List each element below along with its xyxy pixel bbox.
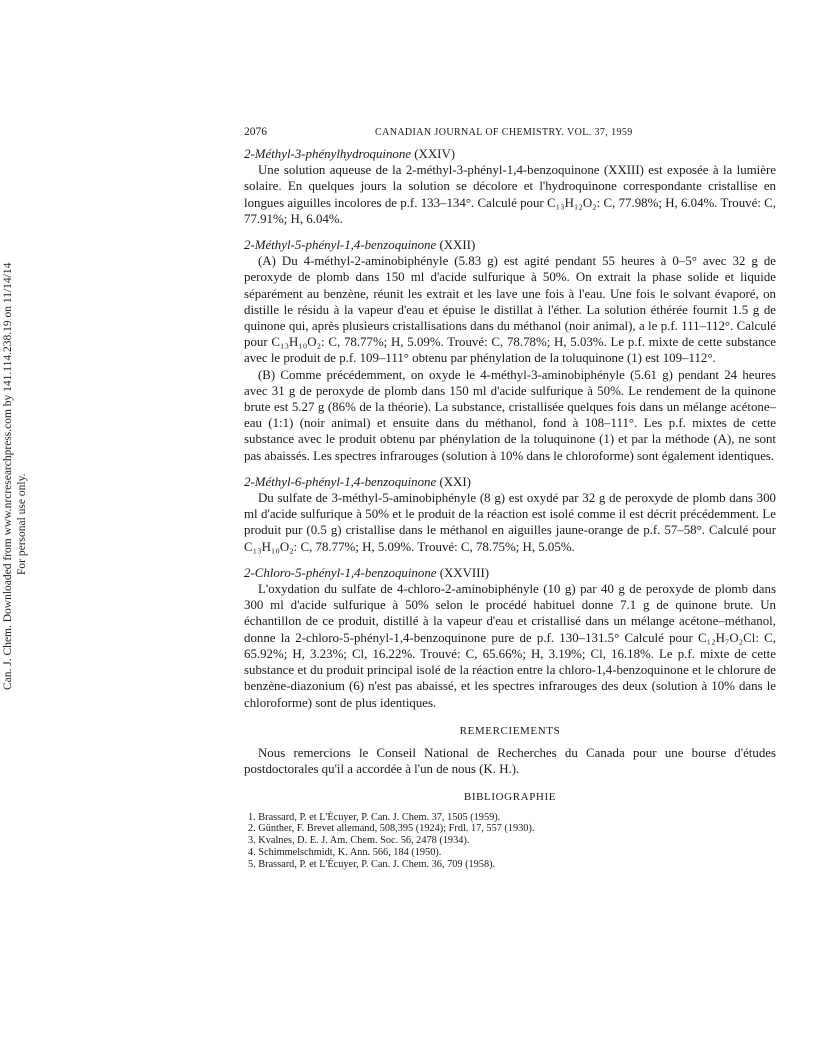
section-heading: 2-Méthyl-5-phényl-1,4-benzoquinone (XXII): [244, 238, 476, 253]
journal-title: CANADIAN JOURNAL OF CHEMISTRY. VOL. 37, 1959: [375, 127, 633, 138]
section-heading: 2-Méthyl-3-phénylhydroquinone (XXIV): [244, 147, 456, 161]
bibliography-title: BIBLIOGRAPHIE: [463, 791, 557, 804]
running-header: [244, 124, 776, 140]
page-body: [244, 124, 776, 871]
acknowledgements-title: REMERCIEMENTS: [459, 724, 561, 737]
reference-item: 1. Brassard, P. et L'Écuyer, P. Can. J. Chem. 37, 1505 (1959).: [248, 811, 501, 823]
paragraph: (B) Comme précédemment, on oxyde le 4-méthyl-3-aminobiphényle (5.61 g) pendant 24 heures avec 31 g de peroxyde de plomb dans 150 ml d'acide sulfurique à 50%. Le rendement de la quinone brute est 5.27 g (86% de la théorie). La substance, cristallisée quelques fois dans un mélange acétone–eau (1:1) (noir animal) et ensuite dans du méthanol, fond à 108–111°. Les p.f. mixtes de cette substance avec le produit obtenu par phénylation de la toluquinone (1) et par la méthode (A), ne sont pas abaissés. Les spectres infrarouges (solution à 10% dans le chloroforme) sont également identiques.: [244, 367, 776, 463]
page-number: 2076: [244, 126, 267, 138]
watermark-line-1: Can. J. Chem. Downloaded from www.nrcresearchpress.com by 141.114.238.19 on 11/14/14: [2, 262, 14, 690]
section-chloro-phenyl-benzoquinone: [244, 565, 776, 711]
paragraph: L'oxydation du sulfate de 4-chloro-2-aminobiphényle (10 g) par 40 g de peroxyde de plomb dans 300 ml d'acide sulfurique à 50% selon le procédé habituel donne 7.1 g de quinone brute. Un échantillon de ce produit, distillé à la vapeur d'eau et cristallisé dans un mélange acétone–méthanol, donne la 2-chloro-5-phényl-1,4-benzoquinone pure de p.f. 130–131.5° Calculé pour C₁₂H₇O₂Cl: C, 65.92%; H, 3.23%; Cl, 16.22%. Trouvé: C, 65.66%; H, 3.19%; Cl, 16.18%. Le p.f. mixte de cette substance et du produit principal isolé de la réaction entre la chloro-1,4-benzoquinone et le chlorure de benzène-diazonium (6) n'est pas abaissé, et les spectres infrarouges des deux (solution à 10% dans le chloroforme) sont de plus identiques.: [244, 582, 776, 710]
paragraph: Une solution aqueuse de la 2-méthyl-3-phényl-1,4-benzoquinone (XXIII) est exposée à la lumière solaire. En quelques jours la solution se décolore et l'hydroquinone correspondante cristallise en longues aiguilles incolores de p.f. 133–134°. Calculé pour C₁₃H₁₂O₂: C, 77.98%; H, 6.04%. Trouvé: C, 77.91%; H, 6.04%.: [244, 163, 776, 226]
section-methyl-6-phenyl-benzoquinone: [244, 474, 776, 555]
paragraph: (A) Du 4-méthyl-2-aminobiphényle (5.83 g) est agité pendant 55 heures à 0–5° avec 32 g de peroxyde de plomb dans 150 ml d'acide sulfurique à 50%. On extrait la phase solide et liquide séparément au benzène, réunit les extrait et les lave une fois à l'eau. Une fois le solvant évaporé, on distille le résidu à la vapeur d'eau et épuise le distillat à l'éther. La solution éthérée fournit 1.5 g de quinone qui, après plusieurs cristallisations dans du méthanol (noir animal), a le p.f. 111–112°. Calculé pour C₁₃H₁₀O₂: C, 78.77%; H, 5.09%. Trouvé: C, 78.78%; H, 5.03%. Le p.f. mixte de cette substance avec le produit de p.f. 109–111° obtenu par phénylation de la toluquinone (1) est 109–112°.: [244, 254, 776, 366]
watermark-line-2: For personal use only.: [16, 473, 28, 575]
reference-list: [248, 812, 776, 871]
reference-item: 5. Brassard, P. et L'Écuyer, P. Can. J. Chem. 36, 709 (1958).: [248, 858, 496, 870]
reference-item: 2. Günther, F. Brevet allemand, 508,395 (1924); Frdl. 17, 557 (1930).: [248, 823, 535, 835]
section-heading: 2-Méthyl-6-phényl-1,4-benzoquinone (XXI): [244, 474, 471, 489]
acknowledgements-text: Nous remercions le Conseil National de Recherches du Canada pour une bourse d'études postdoctorales qu'il a accordée à l'un de nous (K. H.).: [244, 745, 776, 777]
reference-item: 3. Kvalnes, D. E. J. Am. Chem. Soc. 56, 2478 (1934).: [248, 835, 470, 847]
paragraph: Du sulfate de 3-méthyl-5-aminobiphényle (8 g) est oxydé par 32 g de peroxyde de plomb dans 300 ml d'acide sulfurique à 50% et le produit de la réaction est isolé comme il est décrit précédemment. Le produit pur (0.5 g) cristallise dans le méthanol en aiguilles jaune-orange de p.f. 57–58°. Calculé pour C₁₃H₁₀O₂: C, 78.77%; H, 5.09%. Trouvé: C, 78.75%; H, 5.05%.: [244, 491, 776, 554]
section-heading: 2-Chloro-5-phényl-1,4-benzoquinone (XXVIII): [244, 565, 490, 580]
reference-item: 4. Schimmelschmidt, K. Ann. 566, 184 (1950).: [248, 846, 442, 858]
section-methyl-phenylhydroquinone: [244, 146, 776, 227]
download-watermark: [2, 150, 42, 690]
section-methyl-5-phenyl-benzoquinone: [244, 237, 776, 464]
